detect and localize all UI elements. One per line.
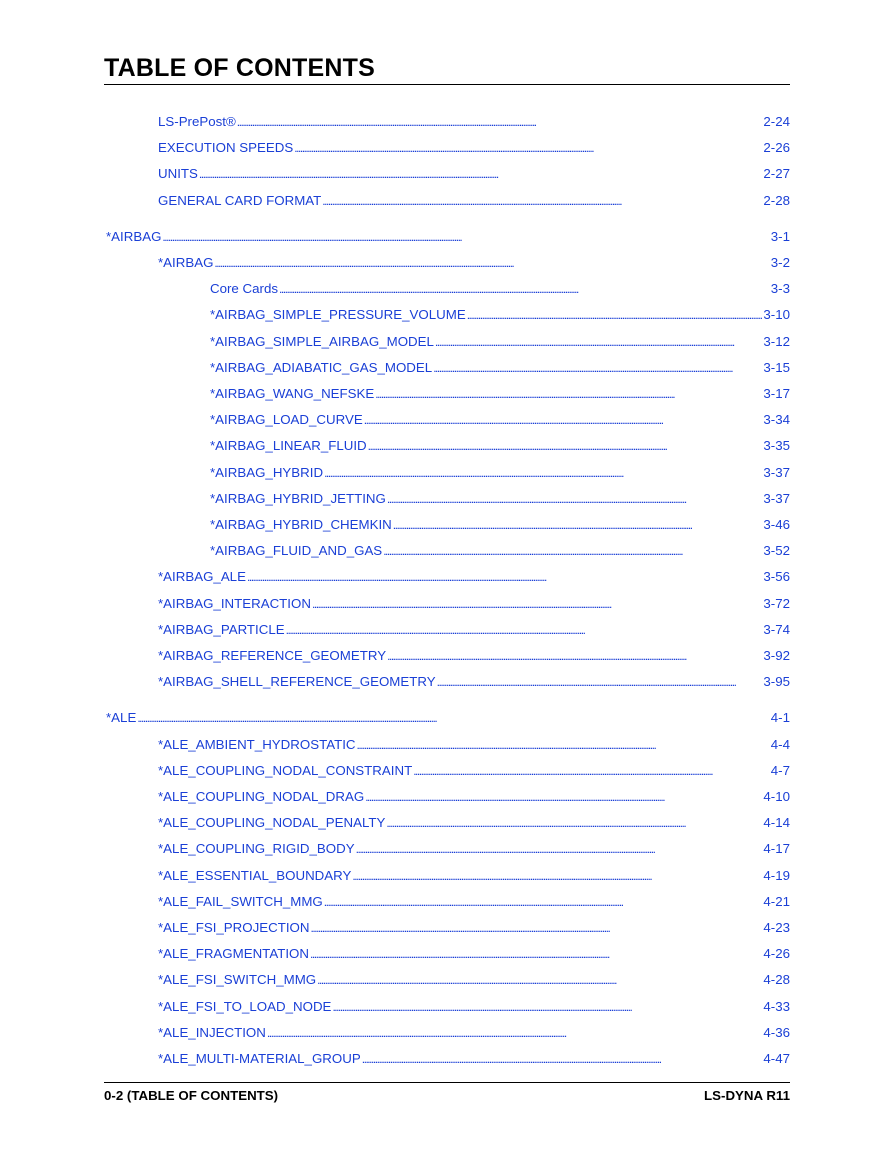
toc-leader-dots xyxy=(368,438,763,454)
toc-entry-label[interactable]: *ALE_COUPLING_NODAL_CONSTRAINT xyxy=(158,762,413,778)
toc-entry-page[interactable]: 3-74 xyxy=(763,621,790,637)
toc-entry-label[interactable]: *ALE_FSI_TO_LOAD_NODE xyxy=(158,998,332,1014)
toc-entry-label[interactable]: *ALE_COUPLING_RIGID_BODY xyxy=(158,841,355,857)
toc-leader-dots xyxy=(267,1025,762,1041)
toc-entry[interactable] xyxy=(158,1051,790,1067)
toc-entry[interactable] xyxy=(158,596,790,612)
toc-entry-page[interactable]: 4-7 xyxy=(770,762,790,778)
toc-entry-label[interactable]: *AIRBAG_SIMPLE_AIRBAG_MODEL xyxy=(210,333,434,349)
toc-leader-dots xyxy=(324,465,762,481)
toc-entry-page[interactable]: 3-56 xyxy=(763,569,790,585)
toc-entry[interactable] xyxy=(210,281,790,297)
toc-entry-page[interactable]: 3-1 xyxy=(770,228,790,244)
toc-entry-page[interactable]: 3-72 xyxy=(763,595,790,611)
toc-leader-dots xyxy=(413,763,770,779)
toc-leader-dots xyxy=(310,920,762,936)
toc-entry-page[interactable]: 3-37 xyxy=(763,490,790,506)
toc-entry[interactable] xyxy=(210,438,790,454)
toc-entry[interactable] xyxy=(106,710,790,726)
toc-entry-page[interactable]: 4-1 xyxy=(770,710,790,726)
toc-leader-dots xyxy=(162,229,769,245)
toc-entry-label[interactable]: *AIRBAG_WANG_NEFSKE xyxy=(210,386,375,401)
toc-entry-label[interactable]: *AIRBAG_LOAD_CURVE xyxy=(210,412,363,428)
toc-entry[interactable] xyxy=(210,543,790,559)
toc-entry[interactable] xyxy=(158,815,790,831)
toc-leader-dots xyxy=(279,281,770,297)
toc-entry-page[interactable]: 3-17 xyxy=(763,386,790,401)
toc-entry-page[interactable]: 4-47 xyxy=(763,1051,790,1066)
toc-entry[interactable] xyxy=(158,140,790,156)
toc-entry-label[interactable]: EXECUTION SPEEDS xyxy=(158,140,294,156)
toc-entry[interactable] xyxy=(158,946,790,962)
toc-entry-label[interactable]: *AIRBAG_PARTICLE xyxy=(158,621,285,637)
toc-entry-page[interactable]: 4-19 xyxy=(763,867,790,883)
toc-leader-dots xyxy=(437,674,763,690)
toc-entry-page[interactable]: 4-10 xyxy=(763,789,790,804)
toc-entry-page[interactable]: 3-92 xyxy=(763,648,790,663)
toc-entry-page[interactable]: 3-52 xyxy=(763,543,790,559)
toc-entry[interactable] xyxy=(158,569,790,585)
toc-leader-dots xyxy=(247,569,762,585)
toc-entry-label[interactable]: *AIRBAG_SIMPLE_PRESSURE_VOLUME xyxy=(210,307,466,323)
toc-entry-page[interactable]: 4-23 xyxy=(763,920,790,935)
toc-leader-dots xyxy=(364,412,763,428)
toc-entry-page[interactable]: 2-24 xyxy=(763,114,790,129)
toc-entry-label[interactable]: *AIRBAG_LINEAR_FLUID xyxy=(210,438,367,454)
header-rule xyxy=(104,84,790,85)
toc-entry-page[interactable]: 2-26 xyxy=(763,140,790,156)
toc-leader-dots xyxy=(214,255,769,271)
toc-entry-page[interactable]: 2-27 xyxy=(763,166,790,182)
toc-leader-dots xyxy=(435,334,762,350)
toc-entry[interactable] xyxy=(158,622,790,638)
toc-leader-dots xyxy=(199,166,762,182)
toc-leader-dots xyxy=(356,841,763,857)
toc-entry-label[interactable]: Core Cards xyxy=(210,281,278,297)
toc-entry-label[interactable]: *ALE_MULTI-MATERIAL_GROUP xyxy=(158,1051,361,1066)
toc-leader-dots xyxy=(317,972,762,988)
toc-leader-dots xyxy=(322,193,762,209)
toc-entry[interactable] xyxy=(158,114,790,130)
toc-entry[interactable] xyxy=(158,255,790,271)
toc-entry-label[interactable]: *AIRBAG_HYBRID_CHEMKIN xyxy=(210,517,392,532)
toc-entry-label[interactable]: *AIRBAG xyxy=(106,228,162,244)
toc-entry-label[interactable]: *AIRBAG_HYBRID_JETTING xyxy=(210,490,386,506)
toc-leader-dots xyxy=(387,648,762,664)
toc-entry[interactable] xyxy=(158,789,790,805)
toc-entry-label[interactable]: *ALE xyxy=(106,710,137,726)
toc-entry-label[interactable]: *AIRBAG_ALE xyxy=(158,569,246,585)
toc-leader-dots xyxy=(237,114,763,130)
toc-entry-page[interactable]: 4-14 xyxy=(763,815,790,831)
toc-leader-dots xyxy=(332,999,762,1015)
toc-entry-page[interactable]: 4-26 xyxy=(763,946,790,962)
toc-entry[interactable] xyxy=(158,193,790,209)
toc-leader-dots xyxy=(362,1051,763,1067)
toc-entry-page[interactable]: 4-17 xyxy=(763,841,790,857)
toc-entry-label[interactable]: *AIRBAG_HYBRID xyxy=(210,464,324,480)
toc-entry[interactable] xyxy=(158,763,790,779)
toc-entry[interactable] xyxy=(158,166,790,182)
toc-entry[interactable] xyxy=(210,360,790,376)
toc-leader-dots xyxy=(137,710,769,726)
toc-entry-label[interactable]: *ALE_COUPLING_NODAL_DRAG xyxy=(158,789,365,804)
toc-entry-label[interactable]: *AIRBAG_INTERACTION xyxy=(158,595,311,611)
toc-entry-label[interactable]: *ALE_INJECTION xyxy=(158,1024,266,1040)
toc-entry[interactable] xyxy=(158,1025,790,1041)
toc-entry-label[interactable]: *AIRBAG_ADIABATIC_GAS_MODEL xyxy=(210,359,433,375)
toc-leader-dots xyxy=(383,543,762,559)
toc-entry[interactable] xyxy=(158,920,790,936)
toc-entry-page[interactable]: 3-12 xyxy=(763,333,790,349)
toc-entry[interactable] xyxy=(158,868,790,884)
toc-entry[interactable] xyxy=(210,386,790,402)
toc-entry-page[interactable]: 4-36 xyxy=(763,1024,790,1040)
toc-entry[interactable] xyxy=(158,674,790,690)
toc-leader-dots xyxy=(393,517,763,533)
toc-entry-label[interactable]: *AIRBAG xyxy=(158,255,214,270)
toc-entry[interactable] xyxy=(158,999,790,1015)
toc-leader-dots xyxy=(286,622,763,638)
toc-entry[interactable] xyxy=(158,648,790,664)
toc-entry-page[interactable]: 3-35 xyxy=(763,438,790,454)
toc-leader-dots xyxy=(467,307,763,323)
toc-entry-label[interactable]: *AIRBAG_REFERENCE_GEOMETRY xyxy=(158,648,387,663)
toc-entry-page[interactable]: 3-34 xyxy=(763,412,790,428)
footer-right: LS-DYNA R11 xyxy=(704,1088,790,1103)
toc-leader-dots xyxy=(433,360,762,376)
toc-entry[interactable] xyxy=(158,972,790,988)
toc-entry-page[interactable]: 3-2 xyxy=(770,255,790,270)
toc-entry-page[interactable]: 3-15 xyxy=(763,359,790,375)
toc-entry[interactable] xyxy=(210,307,790,323)
page-title: TABLE OF CONTENTS xyxy=(104,54,375,82)
toc-leader-dots xyxy=(310,946,762,962)
toc-entry-label[interactable]: GENERAL CARD FORMAT xyxy=(158,192,322,208)
toc-leader-dots xyxy=(357,737,770,753)
toc-entry[interactable] xyxy=(210,465,790,481)
toc-entry-label[interactable]: *ALE_ESSENTIAL_BOUNDARY xyxy=(158,867,352,883)
toc-entry[interactable] xyxy=(210,517,790,533)
toc-entry-page[interactable]: 3-10 xyxy=(763,307,790,323)
toc-entry-page[interactable]: 3-46 xyxy=(763,517,790,532)
toc-entry-page[interactable]: 3-95 xyxy=(763,674,790,690)
toc-leader-dots xyxy=(294,140,762,156)
toc-entry[interactable] xyxy=(158,894,790,910)
toc-entry-label[interactable]: *ALE_FAIL_SWITCH_MMG xyxy=(158,893,323,909)
toc-entry-page[interactable]: 4-4 xyxy=(770,736,790,752)
toc-entry-page[interactable]: 3-37 xyxy=(763,464,790,480)
toc-entry-page[interactable]: 3-3 xyxy=(770,281,790,297)
toc-entry-label[interactable]: *ALE_FSI_PROJECTION xyxy=(158,920,310,935)
toc-entry[interactable] xyxy=(158,841,790,857)
toc-entry-label[interactable]: LS-PrePost® xyxy=(158,114,236,129)
toc-entry-label[interactable]: *ALE_FRAGMENTATION xyxy=(158,946,309,962)
toc-entry-page[interactable]: 2-28 xyxy=(763,192,790,208)
toc-entry-label[interactable]: UNITS xyxy=(158,166,198,182)
toc-entry[interactable] xyxy=(210,412,790,428)
toc-entry[interactable] xyxy=(210,334,790,350)
toc-entry[interactable] xyxy=(158,737,790,753)
toc-leader-dots xyxy=(387,491,763,507)
toc-entry-page[interactable]: 4-21 xyxy=(763,893,790,909)
toc-entry-page[interactable]: 4-28 xyxy=(763,972,790,988)
toc-leader-dots xyxy=(375,386,762,402)
toc-entry[interactable] xyxy=(210,491,790,507)
footer-left: 0-2 (TABLE OF CONTENTS) xyxy=(104,1088,279,1103)
toc-leader-dots xyxy=(352,868,762,884)
toc-entry-label[interactable]: *AIRBAG_SHELL_REFERENCE_GEOMETRY xyxy=(158,674,436,690)
toc-leader-dots xyxy=(324,894,763,910)
toc-leader-dots xyxy=(312,596,762,612)
toc-entry-page[interactable]: 4-33 xyxy=(763,998,790,1014)
toc-entry-label[interactable]: *ALE_COUPLING_NODAL_PENALTY xyxy=(158,815,386,831)
footer-rule xyxy=(104,1082,790,1083)
toc-leader-dots xyxy=(386,815,762,831)
toc-entry[interactable] xyxy=(106,229,790,245)
toc-entry-label[interactable]: *ALE_AMBIENT_HYDROSTATIC xyxy=(158,736,356,752)
toc-entry-label[interactable]: *ALE_FSI_SWITCH_MMG xyxy=(158,972,317,988)
toc-entry-label[interactable]: *AIRBAG_FLUID_AND_GAS xyxy=(210,543,383,559)
toc-leader-dots xyxy=(365,789,762,805)
